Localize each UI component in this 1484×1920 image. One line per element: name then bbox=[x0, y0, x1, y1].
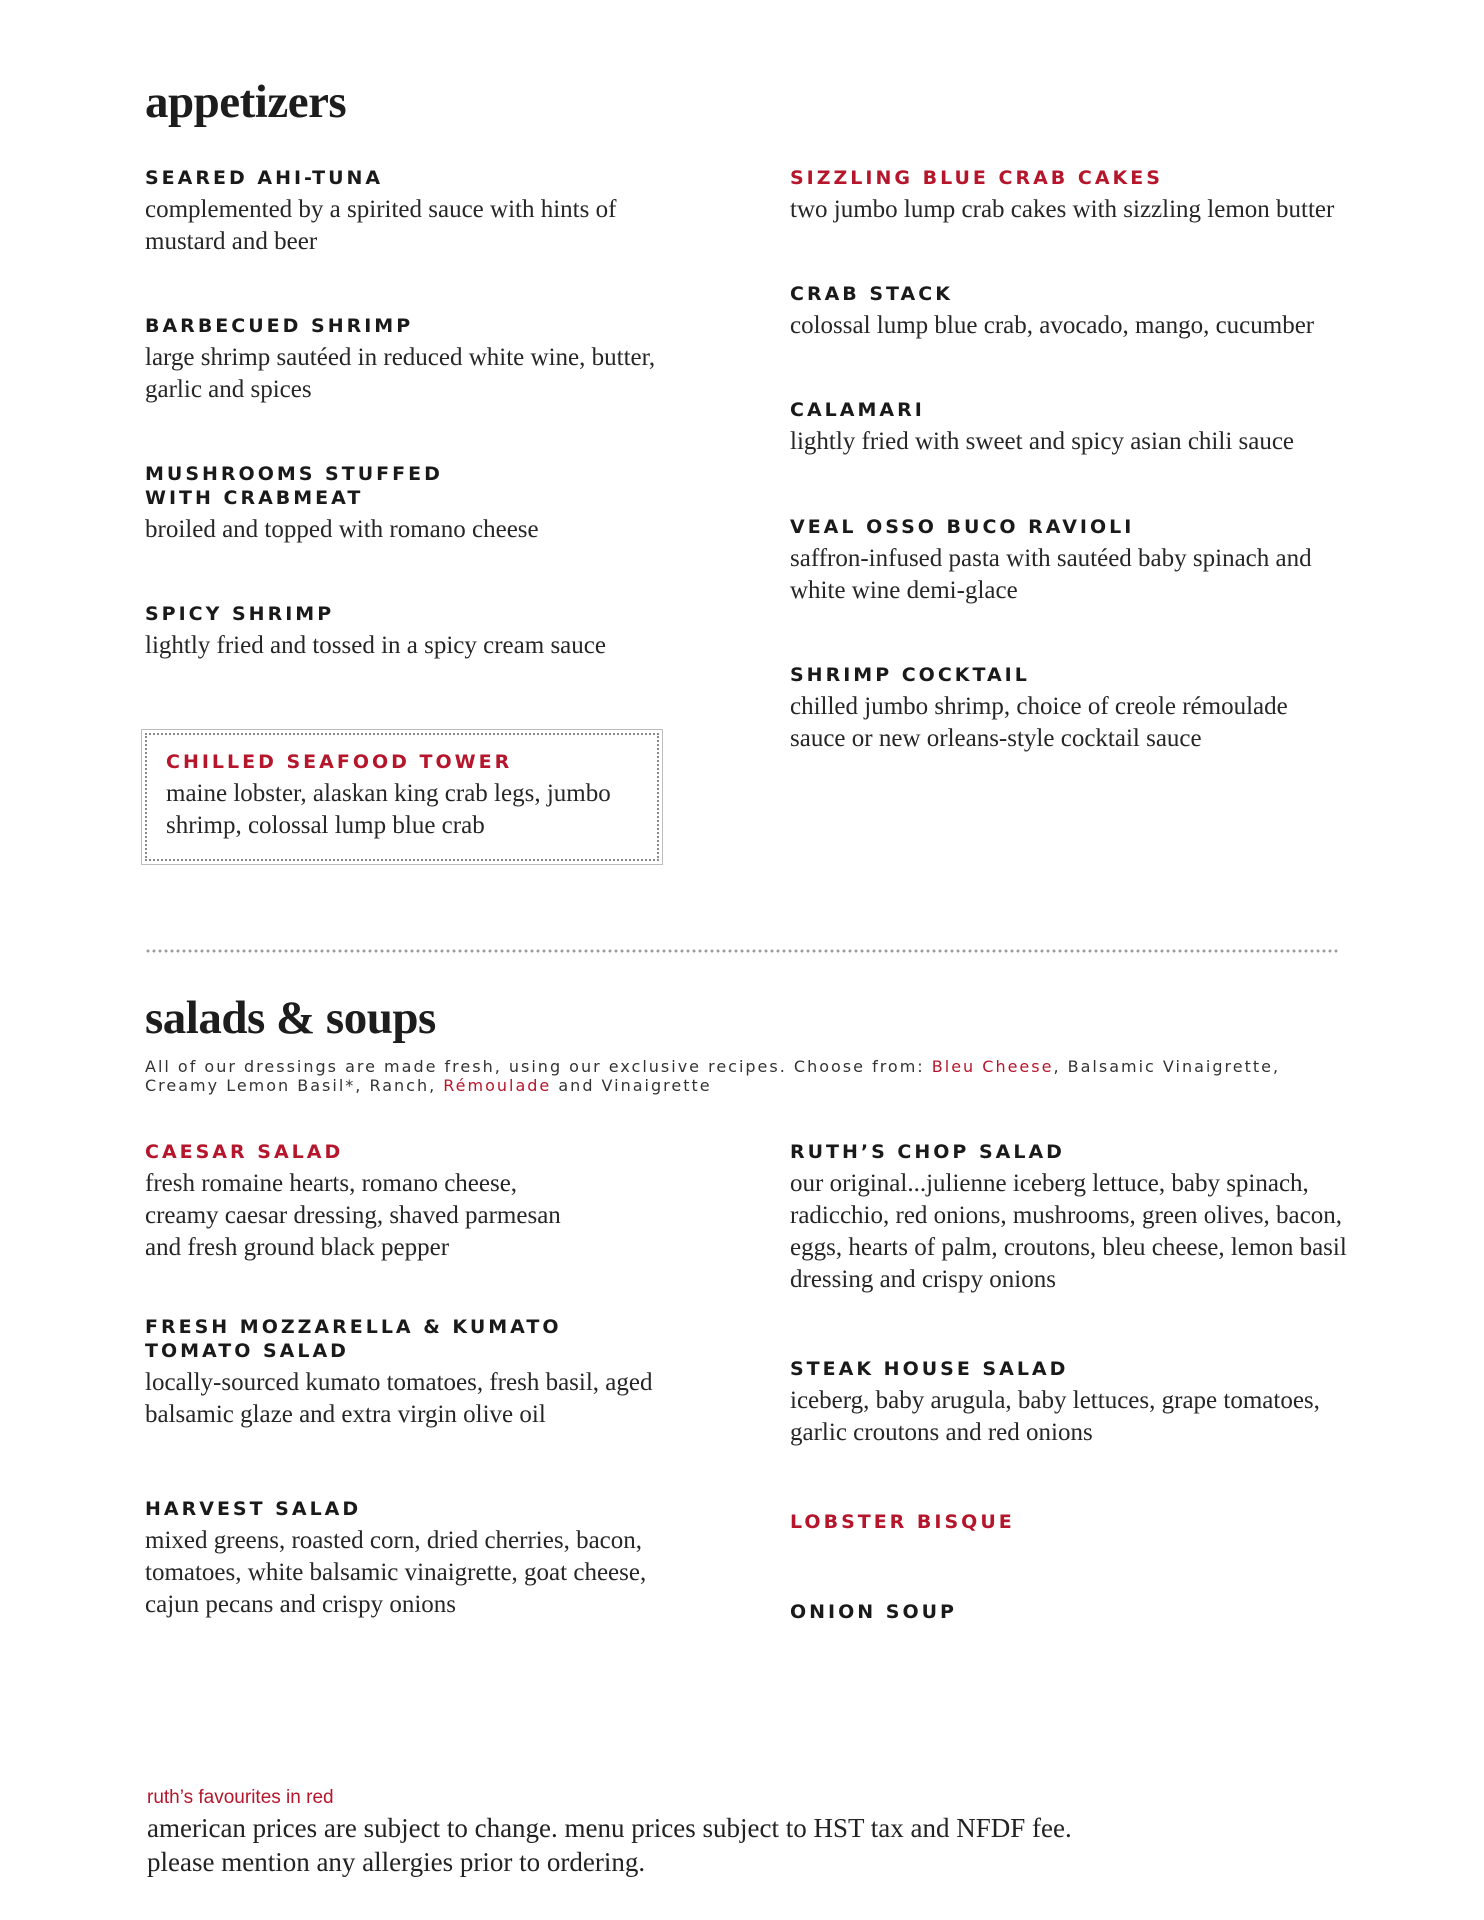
salads-soups-title: salads & soups bbox=[145, 992, 436, 1044]
item-name: STEAK HOUSE SALAD bbox=[790, 1358, 1069, 1380]
section-divider bbox=[145, 948, 1339, 954]
menu-item bbox=[145, 1140, 705, 1264]
menu-item bbox=[790, 398, 1350, 458]
menu-item bbox=[790, 1140, 1350, 1296]
item-description: fresh romaine hearts, romano cheese, creamy caesar dressing, shaved parmesan and fresh ground black pepper bbox=[145, 1170, 561, 1261]
item-description: lightly fried with sweet and spicy asian chili sauce bbox=[790, 428, 1295, 455]
item-description: colossal lump blue crab, avocado, mango, cucumber bbox=[790, 312, 1315, 339]
item-name: LOBSTER BISQUE bbox=[790, 1511, 1015, 1533]
menu-item bbox=[790, 1357, 1350, 1449]
item-name: RUTH’S CHOP SALAD bbox=[790, 1141, 1065, 1163]
allergy-note: please mention any allergies prior to ordering. bbox=[147, 1847, 646, 1877]
appetizers-title: appetizers bbox=[145, 76, 347, 128]
menu-item bbox=[790, 1510, 1350, 1534]
item-description: lightly fried and tossed in a spicy cream sauce bbox=[145, 632, 606, 659]
item-description: iceberg, baby arugula, baby lettuces, grape tomatoes, garlic croutons and red onions bbox=[790, 1387, 1320, 1446]
item-description: two jumbo lump crab cakes with sizzling lemon butter bbox=[790, 196, 1335, 223]
item-description: broiled and topped with romano cheese bbox=[145, 516, 539, 543]
item-description: chilled jumbo shrimp, choice of creole rémoulade sauce or new orleans-style cocktail sauce bbox=[790, 693, 1288, 752]
item-name: ONION SOUP bbox=[790, 1601, 957, 1623]
menu-item bbox=[145, 602, 705, 662]
menu-item bbox=[790, 663, 1350, 755]
item-name: HARVEST SALAD bbox=[145, 1498, 362, 1520]
dressing-note-mid: , Balsamic Vinaigrette, Creamy Lemon Basil*, Ranch, bbox=[145, 1057, 1281, 1095]
item-description: large shrimp sautéed in reduced white wine, butter, garlic and spices bbox=[145, 344, 656, 403]
item-name: CALAMARI bbox=[790, 399, 925, 421]
menu-item bbox=[145, 462, 705, 546]
item-description: complemented by a spirited sauce with hints of mustard and beer bbox=[145, 196, 617, 255]
menu-item bbox=[790, 1600, 1350, 1624]
menu-item bbox=[166, 750, 636, 842]
menu-item bbox=[790, 282, 1350, 342]
item-name: CHILLED SEAFOOD TOWER bbox=[166, 751, 513, 773]
item-name: VEAL OSSO BUCO RAVIOLI bbox=[790, 516, 1135, 538]
menu-item bbox=[145, 314, 705, 406]
dressing-bleu-cheese: Bleu Cheese bbox=[931, 1057, 1054, 1076]
item-name: CRAB STACK bbox=[790, 283, 953, 305]
menu-item bbox=[790, 166, 1350, 226]
item-description: our original...julienne iceberg lettuce, baby spinach, radicchio, red onions, mushrooms, green olives, bacon, eggs, hearts of palm, croutons, bleu cheese, lemon basil dressing and crispy onions bbox=[790, 1170, 1347, 1293]
item-name: SHRIMP COCKTAIL bbox=[790, 664, 1030, 686]
item-name: SPICY SHRIMP bbox=[145, 603, 335, 625]
price-note: american prices are subject to change. menu prices subject to HST tax and NFDF fee. bbox=[147, 1813, 1072, 1843]
item-name: SEARED AHI-TUNA bbox=[145, 167, 384, 189]
dressing-note-intro: All of our dressings are made fresh, using our exclusive recipes. Choose from: bbox=[145, 1057, 932, 1076]
item-name: SIZZLING BLUE CRAB CAKES bbox=[790, 167, 1163, 189]
dressing-note-end: and Vinaigrette bbox=[551, 1076, 712, 1095]
item-name: MUSHROOMS STUFFED WITH CRABMEAT bbox=[145, 463, 443, 509]
item-name: CAESAR SALAD bbox=[145, 1141, 344, 1163]
menu-item bbox=[790, 515, 1350, 607]
item-description: maine lobster, alaskan king crab legs, jumbo shrimp, colossal lump blue crab bbox=[166, 780, 611, 839]
item-description: locally-sourced kumato tomatoes, fresh basil, aged balsamic glaze and extra virgin olive oil bbox=[145, 1369, 653, 1428]
menu-item bbox=[145, 166, 705, 258]
dressing-note bbox=[145, 1057, 1345, 1095]
menu-item bbox=[145, 1497, 705, 1621]
item-description: saffron-infused pasta with sautéed baby spinach and white wine demi-glace bbox=[790, 545, 1312, 604]
dressing-remoulade: Rémoulade bbox=[443, 1076, 552, 1095]
item-name: BARBECUED SHRIMP bbox=[145, 315, 414, 337]
item-name: FRESH MOZZARELLA & KUMATO TOMATO SALAD bbox=[145, 1316, 562, 1362]
item-description: mixed greens, roasted corn, dried cherries, bacon, tomatoes, white balsamic vinaigrette, goat cheese, cajun pecans and crispy onions bbox=[145, 1527, 647, 1618]
menu-item bbox=[145, 1315, 705, 1431]
favourites-note: ruth’s favourites in red bbox=[147, 1787, 334, 1808]
